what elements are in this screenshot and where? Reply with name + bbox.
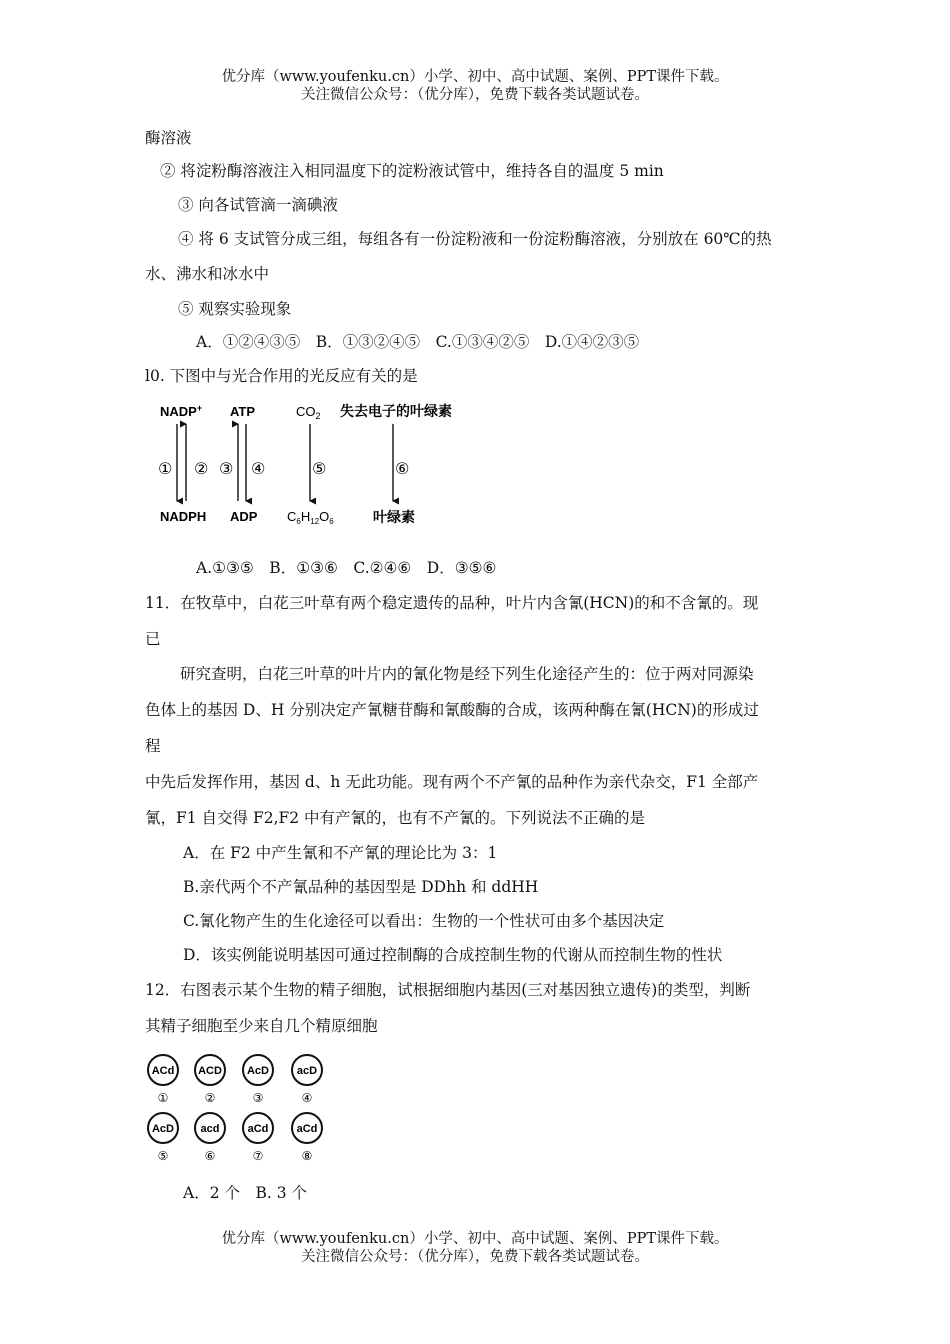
q9-step-4a: ④ 将 6 支试管分成三组，每组各有一份淀粉液和一份淀粉酶溶液，分别放在 60℃的热 <box>178 230 772 248</box>
sperm-cell <box>292 1113 322 1163</box>
q9-step-3: ③ 向各试管滴一滴碘液 <box>178 196 338 214</box>
page-footer <box>0 1230 950 1266</box>
q11-line-4: 色体上的基因 D、H 分别决定产氰糖苷酶和氰酸酶的合成，该两种酶在氰(HCN)的形成过 <box>145 701 759 719</box>
q12-line-2: 其精子细胞至少来自几个精原细胞 <box>145 1017 378 1035</box>
q9-step-5: ⑤ 观察实验现象 <box>178 300 292 318</box>
label-atp: ATP <box>230 404 256 419</box>
q11-line-3: 研究查明，白花三叶草的叶片内的氰化物是经下列生化途径产生的：位于两对同源染 <box>180 665 754 683</box>
page-header <box>0 68 950 104</box>
sperm-cell-genes: acd <box>200 1123 220 1135</box>
q11-line-6: 中先后发挥作用，基因 d、h 无此功能。现有两个不产氰的品种作为亲代杂交，F1 全部产 <box>145 773 759 791</box>
sperm-cell <box>243 1055 273 1105</box>
sperm-cell-genes: ACD <box>198 1065 222 1077</box>
sperm-cell-genes: AcD <box>151 1123 175 1135</box>
label-glucose: $C_6H_{12}O_6$ <box>287 509 334 526</box>
q11-line-2: 已 <box>145 630 161 648</box>
sperm-cell-genes: AcD <box>246 1065 270 1077</box>
arrow-label-6: ⑥ <box>395 461 410 478</box>
sperm-cell <box>148 1055 178 1105</box>
q9-step-2: ② 将淀粉酶溶液注入相同温度下的淀粉液试管中，维持各自的温度 5 min <box>160 162 664 180</box>
q11-line-1: 11．在牧草中，白花三叶草有两个稳定遗传的品种，叶片内含氰(HCN)的和不含氰的。现 <box>145 594 759 612</box>
label-nadph: NADPH <box>160 509 207 524</box>
q9-options: A．①②④③⑤ B．①③②④⑤ C.①③④②⑤ D.①④②③⑤ <box>196 333 640 351</box>
label-chlorophyll: 叶绿素 <box>373 509 415 525</box>
sperm-cell <box>195 1113 225 1163</box>
q11-option-d: D．该实例能说明基因可通过控制酶的合成控制生物的代谢从而控制生物的性状 <box>183 946 723 964</box>
footer-line-2: 关注微信公众号：（优分库），免费下载各类试题试卷。 <box>301 1249 649 1265</box>
q12-line-1: 12．右图表示某个生物的精子细胞，试根据细胞内基因(三对基因独立遗传)的类型，判断 <box>145 981 751 999</box>
label-co2: $CO_2$ <box>296 404 321 421</box>
arrow-label-1: ① <box>158 461 173 478</box>
sperm-cell <box>195 1055 225 1105</box>
sperm-cell-genes: aCd <box>247 1123 269 1135</box>
sperm-cell-number: ⑦ <box>252 1149 264 1163</box>
photosynthesis-figure <box>140 396 470 534</box>
arrow-label-5: ⑤ <box>312 461 327 478</box>
q11-option-b: B.亲代两个不产氰品种的基因型是 DDhh 和 ddHH <box>183 878 539 896</box>
sperm-cell-number: ② <box>204 1091 216 1105</box>
q9-continuation: 酶溶液 <box>145 129 192 147</box>
q11-option-a: A．在 F2 中产生氰和不产氰的理论比为 3：1 <box>183 844 498 862</box>
sperm-cell-genes: acD <box>296 1065 318 1077</box>
arrow-label-4: ④ <box>251 461 266 478</box>
sperm-cell <box>148 1113 178 1163</box>
label-nadp-plus: NADP+ <box>160 403 203 419</box>
header-line-2: 关注微信公众号：（优分库），免费下载各类试题试卷。 <box>301 87 649 103</box>
sperm-cell-number: ① <box>157 1091 169 1105</box>
q11-option-c: C.氰化物产生的生化途径可以看出：生物的一个性状可由多个基因决定 <box>183 912 665 930</box>
q11-line-5: 程 <box>145 737 161 755</box>
sperm-cell-genes: ACd <box>151 1065 175 1077</box>
sperm-cell-number: ④ <box>301 1091 313 1105</box>
label-oxidized-chlorophyll: 失去电子的叶绿素 <box>340 403 452 419</box>
sperm-cell-number: ⑤ <box>157 1149 169 1163</box>
footer-line-1: 优分库（www.youfenku.cn）小学、初中、高中试题、案例、PPT课件下载。 <box>221 1231 729 1247</box>
q9-step-4b: 水、沸水和冰水中 <box>145 265 270 283</box>
arrow-label-2: ② <box>194 461 209 478</box>
label-adp: ADP <box>230 509 258 524</box>
q11-line-7: 氰，F1 自交得 F2,F2 中有产氰的，也有不产氰的。下列说法不正确的是 <box>145 809 646 827</box>
sperm-cell <box>243 1113 273 1163</box>
header-line-1: 优分库（www.youfenku.cn）小学、初中、高中试题、案例、PPT课件下载。 <box>221 69 729 85</box>
sperm-cell-number: ⑥ <box>204 1149 216 1163</box>
sperm-cell-number: ③ <box>252 1091 264 1105</box>
q10-options: A.①③⑤ B．①③⑥ C.②④⑥ D．③⑤⑥ <box>196 559 497 577</box>
sperm-cell-number: ⑧ <box>301 1149 313 1163</box>
sperm-cell-genes: aCd <box>296 1123 318 1135</box>
sperm-cell <box>292 1055 322 1105</box>
sperm-cells-figure <box>140 1050 340 1170</box>
q12-options: A．2 个 B. 3 个 <box>183 1184 308 1202</box>
arrow-label-3: ③ <box>219 461 234 478</box>
q10-stem: l0. 下图中与光合作用的光反应有关的是 <box>145 367 418 385</box>
